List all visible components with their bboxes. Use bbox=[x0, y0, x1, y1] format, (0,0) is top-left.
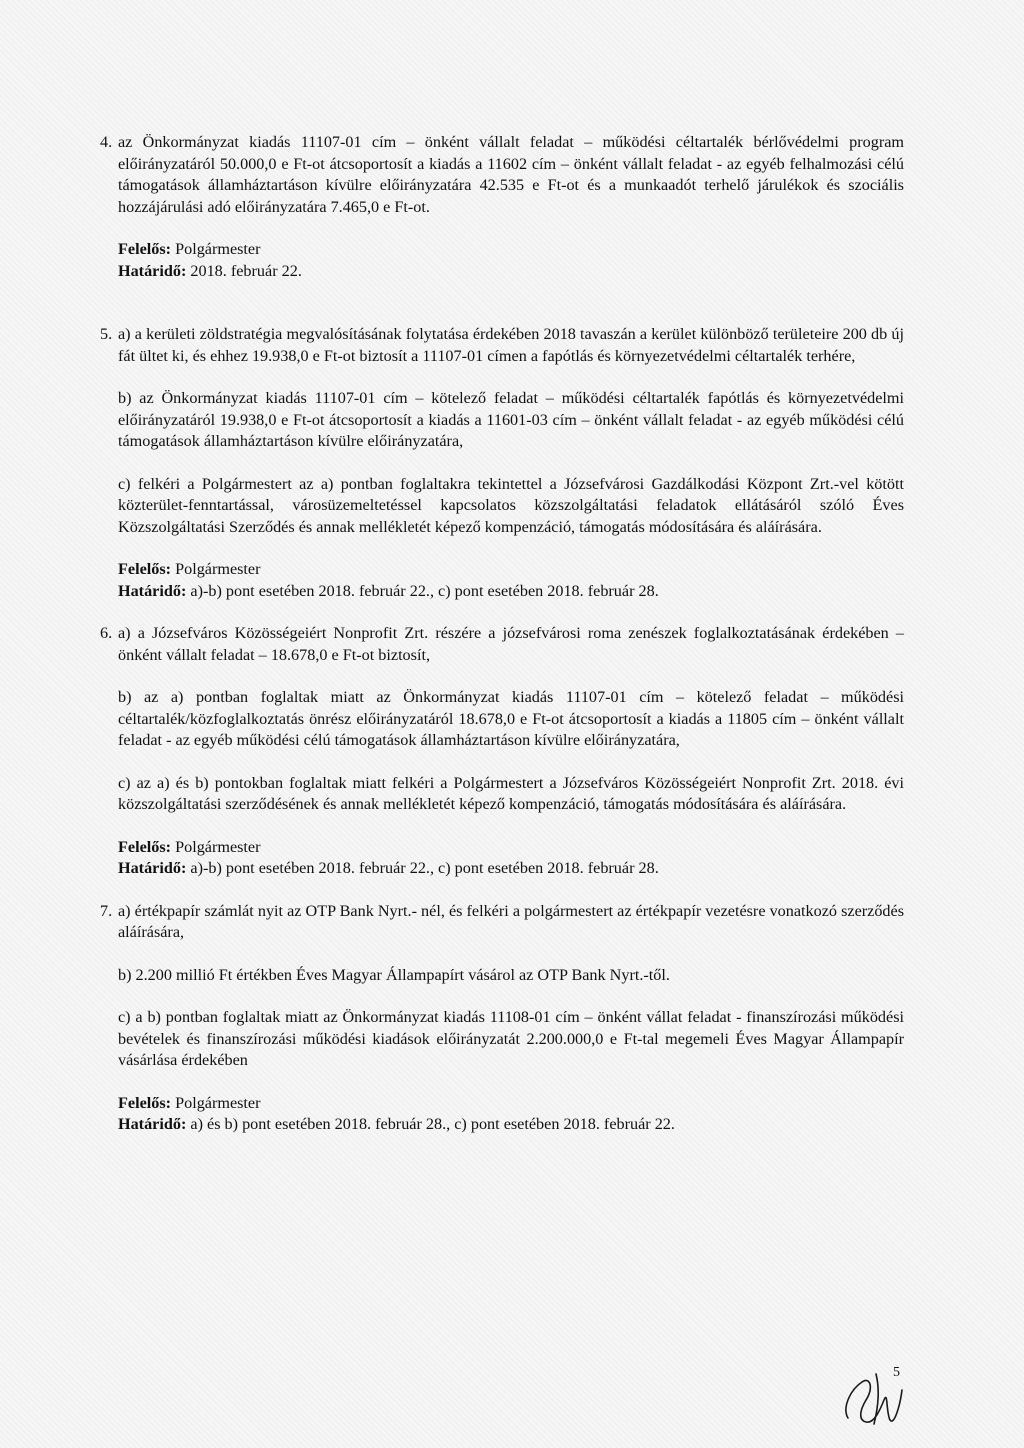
page-number: 5 bbox=[893, 1365, 900, 1380]
deadline-line bbox=[118, 858, 904, 880]
item-number: 4. bbox=[100, 133, 113, 151]
responsible-line bbox=[118, 837, 904, 859]
responsible-line bbox=[118, 239, 904, 261]
responsible-line bbox=[118, 1093, 904, 1115]
responsible-value: Polgármester bbox=[175, 560, 261, 578]
item-paragraph-a: a) értékpapír számlát nyit az OTP Bank Nyrt.- nél, és felkéri a polgármestert az értékpapír vezetésre vonatkozó szerződés aláírására, bbox=[118, 901, 904, 941]
resolution-item-5 bbox=[100, 324, 904, 602]
item-number: 6. bbox=[100, 624, 113, 642]
resolution-items bbox=[100, 132, 904, 1136]
item-paragraph: az Önkormányzat kiadás 11107-01 cím – önként vállalt feladat – működési céltartalék bérlővédelmi program előirányzatáról 50.000,0 e Ft-ot átcsoportosít a kiadás a 11602 cím – önként vállalt feladat - az egyéb felhalmozási célú támogatások államháztartáson kívülre előirányzatára 42.535 e Ft-ot és a munkaadót terhelő járulékok és szociális hozzájárulási adó előirányzatára 7.465,0 e Ft-ot. bbox=[118, 133, 904, 216]
deadline-label: Határidő: bbox=[118, 859, 187, 877]
deadline-label: Határidő: bbox=[118, 261, 187, 280]
responsible-value: Polgármester bbox=[175, 240, 261, 258]
deadline-value: a) és b) pont esetében 2018. február 28., c) pont esetében 2018. február 22. bbox=[190, 1115, 675, 1133]
item-paragraph-b: b) 2.200 millió Ft értékben Éves Magyar Állampapírt vásárol az OTP Bank Nyrt.-től. bbox=[118, 965, 670, 984]
responsible-line bbox=[118, 559, 904, 581]
responsible-value: Polgármester bbox=[175, 1093, 261, 1112]
item-paragraph-b: b) az Önkormányzat kiadás 11107-01 cím – kötelező feladat – működési céltartalék fapótlás és környezetvédelmi előirányzatáról 19.938,0 e Ft-ot átcsoportosít a kiadás a 11601-03 cím – önként vállalt feladat - az egyéb működési célú támogatások államháztartáson kívülre előirányzatára, bbox=[118, 389, 904, 450]
item-paragraph-a: a) a Józsefváros Közösségeiért Nonprofit Zrt. részére a józsefvárosi roma zenészek foglalkoztatásának érdekében – önként vállalt feladat – 18.678,0 e Ft-ot biztosít, bbox=[118, 624, 904, 664]
responsible-value: Polgármester bbox=[175, 837, 261, 856]
item-number: 5. bbox=[100, 325, 113, 343]
resolution-item-6 bbox=[100, 623, 904, 880]
responsible-label: Felelős: bbox=[118, 240, 172, 258]
deadline-label: Határidő: bbox=[118, 581, 187, 600]
responsible-label: Felelős: bbox=[118, 1093, 172, 1112]
item-paragraph-a: a) a kerületi zöldstratégia megvalósításának folytatása érdekében 2018 tavaszán a kerület különböző területeire 200 db új fát ültet ki, és ehhez 19.938,0 e Ft-ot biztosít a 11107-01 címen a fapótlás és környezetvédelmi céltartalék terhére, bbox=[118, 325, 904, 365]
item-paragraph-c: c) a b) pontban foglaltak miatt az Önkormányzat kiadás 11108-01 cím – önként vállat feladat - finanszírozási működési bevételek és finanszírozási működési kiadások előirányzatát 2.200.000,0 e Ft-tal megemeli Éves Magyar Állampapír vásárlása érdekében bbox=[118, 1008, 904, 1069]
deadline-value: a)-b) pont esetében 2018. február 22., c) pont esetében 2018. február 28. bbox=[190, 859, 659, 877]
deadline-value: a)-b) pont esetében 2018. február 22., c) pont esetében 2018. február 28. bbox=[190, 581, 659, 600]
resolution-item-7 bbox=[100, 901, 904, 1136]
responsible-label: Felelős: bbox=[118, 837, 172, 856]
responsible-label: Felelős: bbox=[118, 560, 172, 578]
resolution-item-4 bbox=[100, 132, 904, 282]
item-paragraph-c: c) felkéri a Polgármestert az a) pontban foglaltakra tekintettel a Józsefvárosi Gazdálkodási Központ Zrt.-vel kötött közterület-fenntartással, városüzemeltetéssel kapcsolatos közszolgáltatási feladatok ellátásáról szóló Éves Közszolgáltatási Szerződés és annak mellékletét képező kompenzáció, támogatás módosítására és aláírására. bbox=[118, 474, 904, 536]
item-paragraph-c: c) az a) és b) pontokban foglaltak miatt felkéri a Polgármestert a Józsefváros Közösségeiért Nonprofit Zrt. 2018. évi közszolgáltatási szerződésének és annak mellékletét képező kompenzáció, támogatás módosítására és aláírására. bbox=[118, 773, 904, 813]
item-number: 7. bbox=[100, 901, 113, 920]
deadline-label: Határidő: bbox=[118, 1115, 187, 1133]
deadline-value: 2018. február 22. bbox=[190, 261, 302, 280]
deadline-line bbox=[118, 1114, 904, 1136]
deadline-line bbox=[118, 581, 904, 603]
item-paragraph-b: b) az a) pontban foglaltak miatt az Önkormányzat kiadás 11107-01 cím – kötelező feladat – működési céltartalék/közfoglalkoztatás önrész előirányzatáról 18.678,0 e Ft-ot átcsoportosít a kiadás a 11805 cím – önként vállalt feladat - az egyéb működési célú támogatások államháztartáson kívülre előirányzatára, bbox=[118, 688, 904, 749]
deadline-line bbox=[118, 261, 904, 283]
